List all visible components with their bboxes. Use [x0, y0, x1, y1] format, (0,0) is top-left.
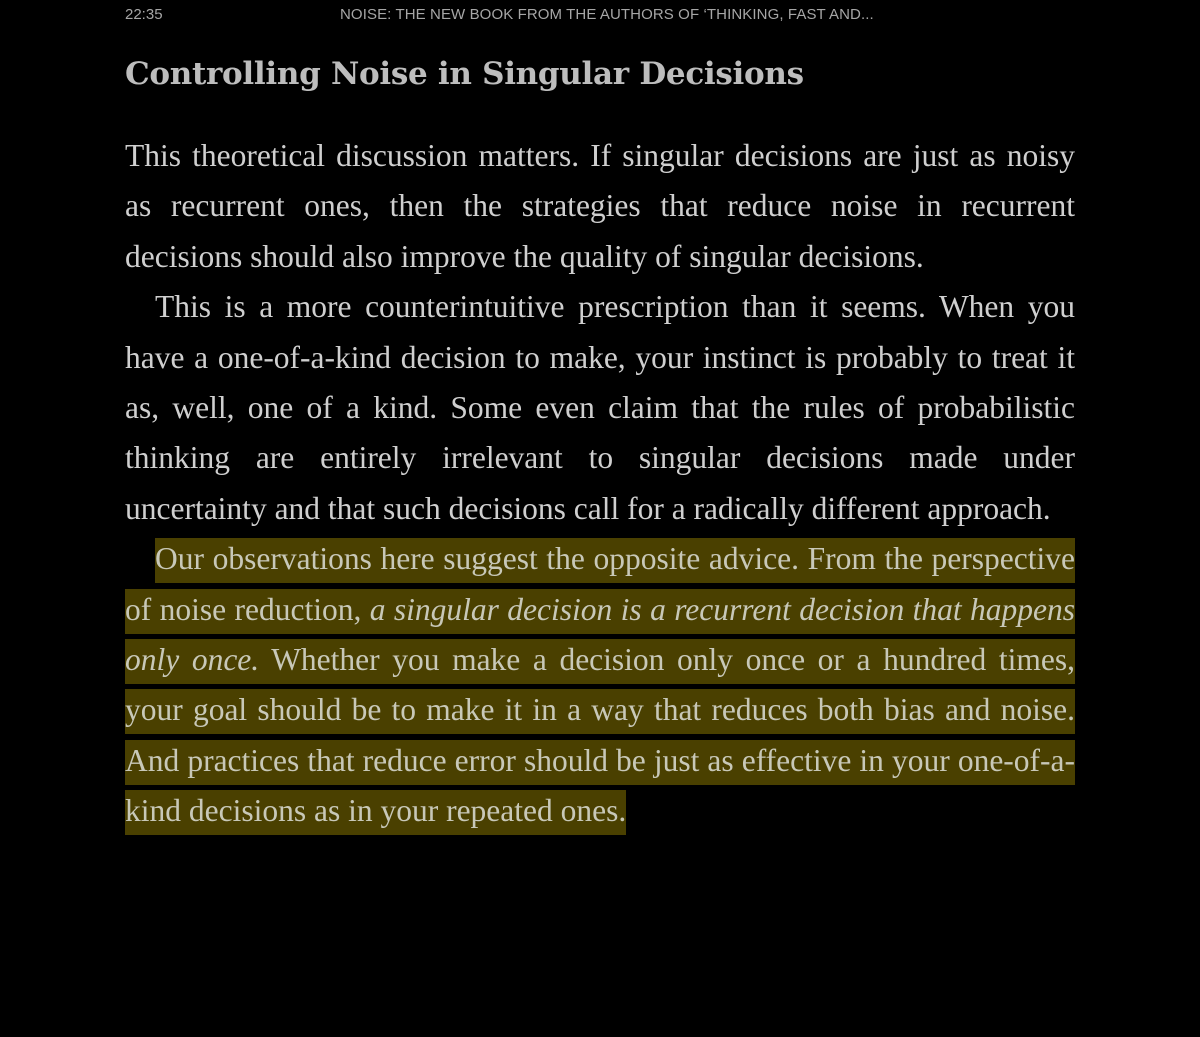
text-highlight[interactable] — [125, 538, 1075, 835]
reader-page[interactable] — [125, 50, 1075, 837]
paragraph-3-text-end: Whether you make a decision only once or a hundred times, your goal should be to make it in a way that reduces both bias and noise. And practices that reduce error should be just as effective in your one-of-a-kind decisions as in your repeated ones. — [125, 642, 1076, 829]
section-heading: Controlling Noise in Singular Decisions — [125, 56, 804, 92]
paragraph-1[interactable]: This theoretical discussion matters. If singular decisions are just as noisy as recurrent ones, then the strategies that reduce noise in recurrent decisions should also improve the quality of singular decisions. — [125, 138, 1075, 274]
book-title-header: NOISE: THE NEW BOOK FROM THE AUTHORS OF ‘THINKING, FAST AND... — [340, 6, 874, 23]
paragraph-3-italic-text: a singular decision is a recurrent decision that happens only once. — [125, 591, 1076, 678]
paragraph-2[interactable]: This is a more counterintuitive prescription than it seems. When you have a one-of-a-kind decision to make, your instinct is probably to treat it as, well, one of a kind. Some even claim that the rules of probabilistic thinking are entirely irrelevant to singular decisions made under uncertainty and that such decisions call for a radically different approach. — [125, 289, 1075, 526]
paragraph-3-text-start: Our observations here suggest the opposite advice. From the perspective of noise reduction, — [125, 541, 1075, 627]
clock-time: 22:35 — [125, 6, 163, 23]
status-bar — [0, 0, 1200, 30]
paragraph-3-highlighted[interactable] — [125, 534, 1075, 836]
